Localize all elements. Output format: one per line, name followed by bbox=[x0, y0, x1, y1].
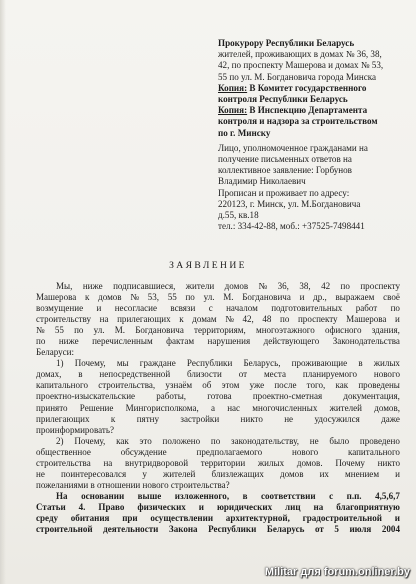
address-line: 42, по проспекту Машерова и домах № 53, bbox=[218, 60, 384, 71]
document-title: ЗАЯВЛЕНИЕ bbox=[169, 260, 247, 271]
paragraph bbox=[36, 491, 400, 535]
address-block bbox=[218, 38, 414, 232]
paragraph-line: среду обитания при осуществлении архитектурной, градостроительной и bbox=[36, 512, 400, 523]
paragraph bbox=[36, 436, 400, 491]
paragraph-line: Статьи 4. Право физических и юридических лиц на благоприятную bbox=[36, 501, 400, 512]
paragraph-line: проектно-изыскательские работы, готова проектно-сметная документация, bbox=[36, 391, 400, 402]
paragraph bbox=[36, 281, 400, 358]
paragraph-line: возмущение и несогласие всвязи с началом подготовительных работ по bbox=[36, 303, 400, 314]
address-line: Прописан и проживает по адресу: bbox=[218, 187, 350, 198]
paragraph-line: 1) Почему, мы граждане Республики Беларусь, проживающие в жилых bbox=[56, 358, 400, 369]
paragraph-line: строительной деятельности Закона Республики Беларусь от 5 июля 2004 bbox=[36, 524, 400, 535]
paragraph-line: общественное обсуждение предполагаемого нового капитального bbox=[36, 446, 400, 457]
paragraph-line: проинформировать? bbox=[36, 424, 114, 435]
paragraph-line: Мы, ниже подписавшиеся, жители домов № 36, 38, 42 по проспекту bbox=[56, 281, 400, 291]
paragraph-line: Машерова к домов № 53, 55 по ул. М. Богдановича и др., выражаем своё bbox=[36, 292, 400, 303]
address-line: Владимир Николаевич bbox=[218, 176, 306, 187]
page-edge-shadow bbox=[0, 0, 6, 584]
document-body bbox=[36, 281, 400, 535]
paragraph-line: домах, в непосредственной близости от места планируемого нового bbox=[36, 369, 400, 380]
address-line: получение письменных ответов на bbox=[218, 154, 352, 165]
paragraph-line: На основании выше изложенного, в соответствии с п.п. 4,5,6,7 bbox=[56, 490, 400, 501]
address-line: Прокурору Республики Беларусь bbox=[218, 38, 355, 48]
paragraph-line: капитального строительства, узнаём об этом уже после того, как проведены bbox=[36, 380, 400, 391]
address-line: д.55, кв.18 bbox=[218, 210, 259, 221]
paragraph-line: 2) Почему, как это положено по законодательству, не было проведено bbox=[56, 435, 400, 446]
address-line: Лицо, уполномоченное гражданами на bbox=[218, 142, 368, 153]
address-line: 55 по ул. М. Богдановича города Минска bbox=[218, 71, 377, 82]
address-line: тел.: 334-42-88, моб.: +37525-7498441 bbox=[218, 221, 365, 232]
paragraph-line: строительству на прилегающих к домам № 42, 48 по проспекту Машерова и bbox=[36, 314, 400, 325]
address-line: контроля Республики Беларусь bbox=[218, 94, 348, 105]
paragraph-line: не поинтересовался у жителей близлежащих домов их мнением и bbox=[36, 468, 400, 479]
address-line: 220123, г. Минск, ул. М.Богдановича bbox=[218, 198, 361, 209]
address-line: по г. Минску bbox=[218, 127, 271, 138]
address-line: Копия: В Комитет государственного bbox=[218, 82, 367, 93]
paragraph-line: пожеланиями в отношении нового строительства? bbox=[36, 479, 230, 490]
paragraph-line: строительства на внутридворовой территории жилых домов. Почему никто bbox=[36, 457, 400, 468]
paragraph-line: прилегающих к пятну застройки никто не удосужился даже bbox=[36, 413, 400, 424]
address-line: коллективное заявление: Горбунов bbox=[218, 165, 352, 176]
address-line: контроля и надзора за строительством bbox=[218, 116, 378, 127]
paragraph-line: принято Решение Мингорисполкома, а нас многочисленных жителей домов, bbox=[36, 402, 400, 413]
paragraph-line: Беларуси: bbox=[36, 347, 75, 358]
watermark: Militar для forum.onliner.by bbox=[264, 566, 410, 578]
paragraph-line: № 55 по ул. М. Богдановича территориям, многоэтажного офисного здания, bbox=[36, 325, 400, 336]
paragraph bbox=[36, 358, 400, 435]
address-line: Копия: В Инспекцию Департамента bbox=[218, 105, 368, 116]
address-line: жителей, проживающих в домах № 36, 38, bbox=[218, 49, 382, 60]
paragraph-line: по ниже перечисленным фактам нарушения действующего Законодательства bbox=[36, 336, 400, 347]
